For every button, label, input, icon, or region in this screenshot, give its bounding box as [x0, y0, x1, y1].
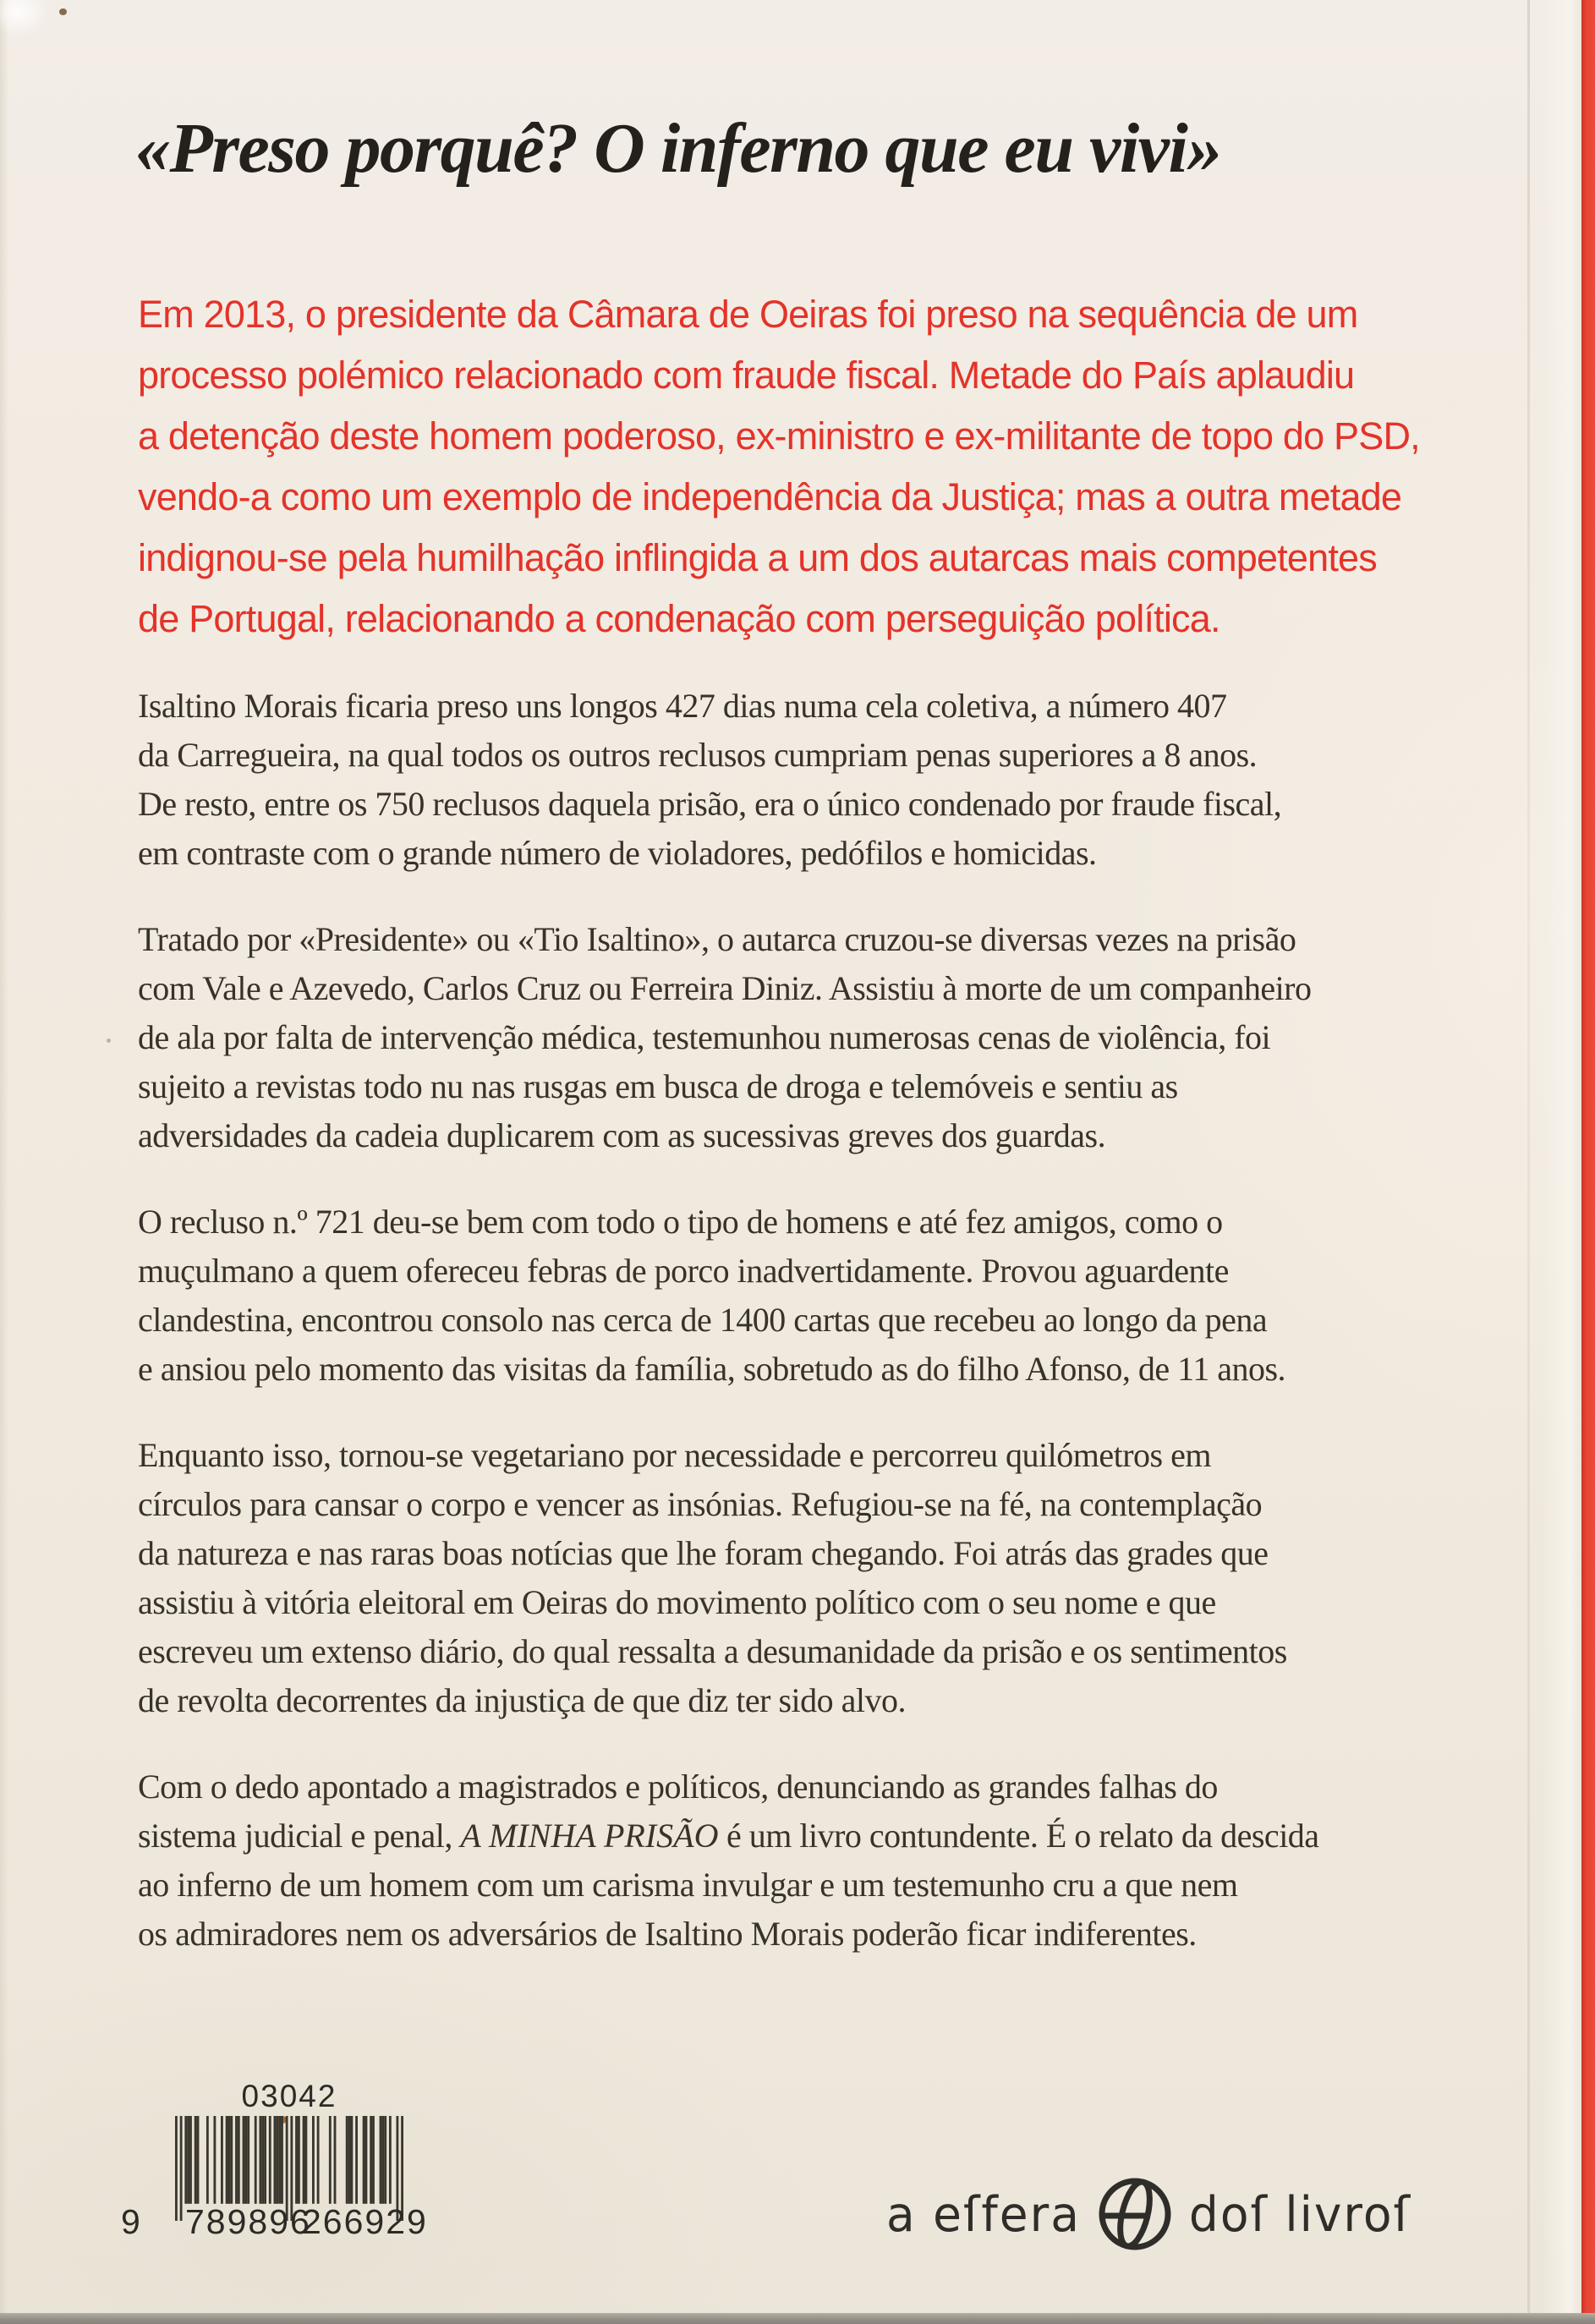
- paper-crease: [1527, 0, 1530, 2324]
- red-cover-edge: [1581, 0, 1595, 2324]
- globe-e-icon: [1096, 2175, 1174, 2253]
- body-line: os admiradores nem os adversários de Isaltino Morais poderão ficar indiferentes.: [138, 1915, 1197, 1953]
- body-line: Com o dedo apontado a magistrados e políticos, denunciando as grandes falhas do: [138, 1768, 1218, 1806]
- body-line: muçulmano a quem ofereceu febras de porco inadvertidamente. Provou aguardente: [138, 1252, 1229, 1290]
- body-line: adversidades da cadeia duplicarem com as sucessivas greves dos guardas.: [138, 1116, 1106, 1154]
- page-edge-highlight: [1543, 0, 1581, 2324]
- body-line: escreveu um extenso diário, do qual ressalta a desumanidade da prisão e os sentimentos: [138, 1632, 1287, 1670]
- intro-line: vendo-a como um exemplo de independência da Justiça; mas a outra metade: [138, 475, 1402, 518]
- barcode-number: 03042: [241, 2079, 337, 2113]
- body-line: ao inferno de um homem com um carisma invulgar e um testemunho cru a que nem: [138, 1866, 1238, 1904]
- body-paragraph-4: [138, 1431, 1474, 1725]
- body-line: Tratado por «Presidente» ou «Tio Isaltino», o autarca cruzou-se diversas vezes na prisão: [138, 920, 1296, 958]
- body-line: sujeito a revistas todo nu nas rusgas em busca de droga e telemóveis e sentiu as: [138, 1067, 1178, 1105]
- paper-speck: [107, 1039, 111, 1043]
- body-paragraph-5: [138, 1762, 1474, 1959]
- intro-line: processo polémico relacionado com fraude fiscal. Metade do País aplaudiu: [138, 354, 1355, 397]
- book-title-mention: A MINHA PRISÃO: [460, 1817, 719, 1855]
- body-line: em contraste com o grande número de violadores, pedófilos e homicidas.: [138, 834, 1097, 872]
- paper-smudge: [0, 0, 47, 37]
- intro-paragraph: [138, 284, 1508, 650]
- paper-speck: [59, 8, 67, 15]
- body-line: da Carregueira, na qual todos os outros reclusos cumpriam penas superiores a 8 anos.: [138, 736, 1258, 774]
- body-line-part: sistema judicial e penal,: [138, 1817, 461, 1855]
- isbn-lead-digit: 9: [121, 2202, 142, 2241]
- body-line: De resto, entre os 750 reclusos daquela prisão, era o único condenado por fraude fiscal,: [138, 785, 1282, 823]
- body-line: com Vale e Azevedo, Carlos Cruz ou Ferreira Diniz. Assistiu à morte de um companheiro: [138, 969, 1312, 1007]
- body-line: Enquanto isso, tornou-se vegetariano por necessidade e percorreu quilómetros em: [138, 1436, 1211, 1474]
- body-line: de ala por falta de intervenção médica, testemunhou numerosas cenas de violência, foi: [138, 1018, 1271, 1056]
- body-line: círculos para cansar o corpo e vencer as insónias. Refugiou-se na fé, na contemplação: [138, 1485, 1263, 1523]
- body-line: assistiu à vitória eleitoral em Oeiras do movimento político com o seu nome e que: [138, 1583, 1216, 1621]
- intro-line: Em 2013, o presidente da Câmara de Oeiras foi preso na sequência de um: [138, 293, 1358, 336]
- intro-line: indignou-se pela humilhação inflingida a um dos autarcas mais competentes: [138, 536, 1377, 579]
- body-line: de revolta decorrentes da injustiça de que diz ter sido alvo.: [138, 1681, 907, 1719]
- body-line: clandestina, encontrou consolo nas cerca de 1400 cartas que recebeu ao longo da pena: [138, 1301, 1268, 1339]
- isbn-group-2: 266929: [302, 2202, 428, 2241]
- body-line: [138, 1812, 1474, 1861]
- isbn-digits: [121, 2202, 428, 2245]
- synopsis-text: [138, 682, 1474, 1996]
- isbn-group-1: 789896: [185, 2202, 311, 2241]
- page-title: «Preso porquê? O inferno que eu vivi»: [135, 109, 1221, 188]
- barcode-block: [121, 2079, 428, 2256]
- publisher-name-left: a eſfera: [886, 2185, 1081, 2243]
- publisher-name-right: doſ livroſ: [1188, 2185, 1411, 2243]
- body-line-part: é um livro contundente. É o relato da descida: [718, 1817, 1319, 1855]
- body-paragraph-2: [138, 915, 1474, 1160]
- body-line: e ansiou pelo momento das visitas da família, sobretudo as do filho Afonso, de 11 anos.: [138, 1350, 1286, 1388]
- intro-line: de Portugal, relacionando a condenação com perseguição política.: [138, 597, 1220, 640]
- body-line: Isaltino Morais ficaria preso uns longos 427 dias numa cela coletiva, a número 407: [138, 687, 1227, 725]
- body-paragraph-1: [138, 682, 1474, 878]
- left-scan-shadow: [0, 0, 8, 2324]
- body-line: da natureza e nas raras boas notícias que lhe foram chegando. Foi atrás das grades que: [138, 1534, 1269, 1572]
- body-line: O recluso n.º 721 deu-se bem com todo o tipo de homens e até fez amigos, como o: [138, 1203, 1223, 1241]
- publisher-logo: [886, 2163, 1411, 2265]
- body-paragraph-3: [138, 1198, 1474, 1394]
- intro-line: a detenção deste homem poderoso, ex-ministro e ex-militante de topo do PSD,: [138, 414, 1420, 458]
- bottom-scan-shadow: [0, 2313, 1595, 2324]
